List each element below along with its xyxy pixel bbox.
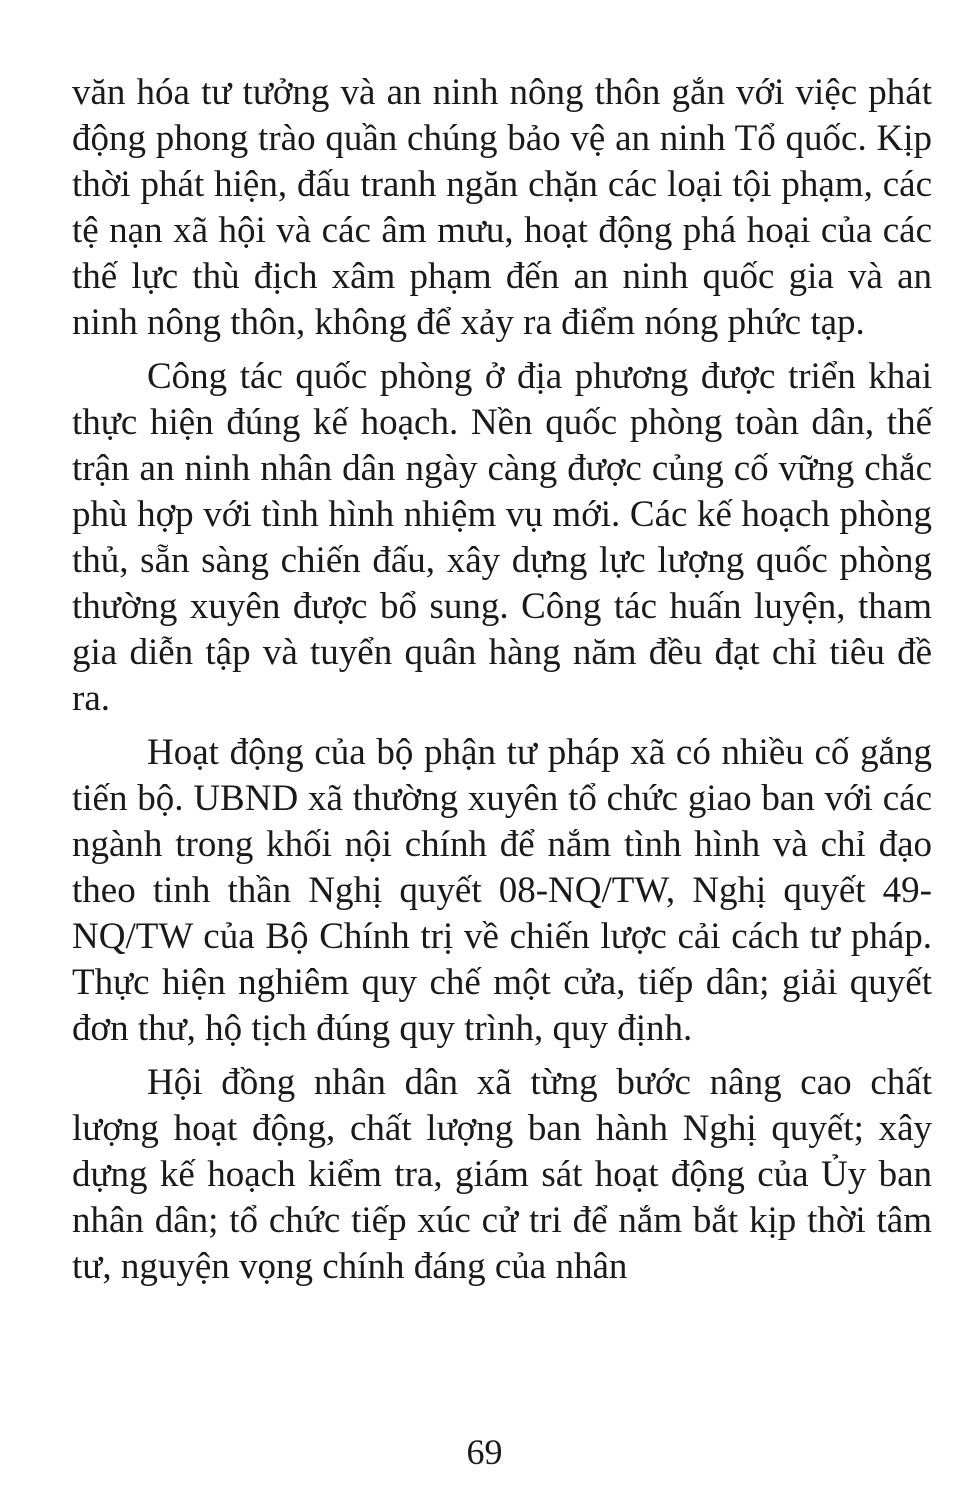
paragraph-2: Công tác quốc phòng ở địa phương được triển khai thực hiện đúng kế hoạch. Nền quốc phòng toàn dân, thế trận an ninh nhân dân ngày càng được củng cố vững chắc phù hợp với tình hình nhiệm vụ mới. Các kế hoạch phòng thủ, sẵn sàng chiến đấu, xây dựng lực lượng quốc phòng thường xuyên được bổ sung. Công tác huấn luyện, tham gia diễn tập và tuyển quân hàng năm đều đạt chỉ tiêu đề ra.	[72, 356, 932, 719]
paragraph-3: Hoạt động của bộ phận tư pháp xã có nhiều cố gắng tiến bộ. UBND xã thường xuyên tổ chức giao ban với các ngành trong khối nội chính để nắm tình hình và chỉ đạo theo tinh thần Nghị quyết 08-NQ/TW, Nghị quyết 49-NQ/TW của Bộ Chính trị về chiến lược cải cách tư pháp. Thực hiện nghiêm quy chế một cửa, tiếp dân; giải quyết đơn thư, hộ tịch đúng quy trình, quy định.	[72, 732, 932, 1049]
paragraph-1: văn hóa tư tưởng và an ninh nông thôn gắn với việc phát động phong trào quần chúng bảo vệ an ninh Tổ quốc. Kịp thời phát hiện, đấu tranh ngăn chặn các loại tội phạm, các tệ nạn xã hội và các âm mưu, hoạt động phá hoại của các thế lực thù địch xâm phạm đến an ninh quốc gia và an ninh nông thôn, không để xảy ra điểm nóng phức tạp.	[72, 72, 932, 343]
body-text	[72, 70, 932, 1290]
paragraph-4: Hội đồng nhân dân xã từng bước nâng cao chất lượng hoạt động, chất lượng ban hành Nghị quyết; xây dựng kế hoạch kiểm tra, giám sát hoạt động của Ủy ban nhân dân; tổ chức tiếp xúc cử tri để nắm bắt kịp thời tâm tư, nguyện vọng chính đáng của nhân	[72, 1062, 932, 1287]
page-number: 69	[466, 1432, 503, 1472]
